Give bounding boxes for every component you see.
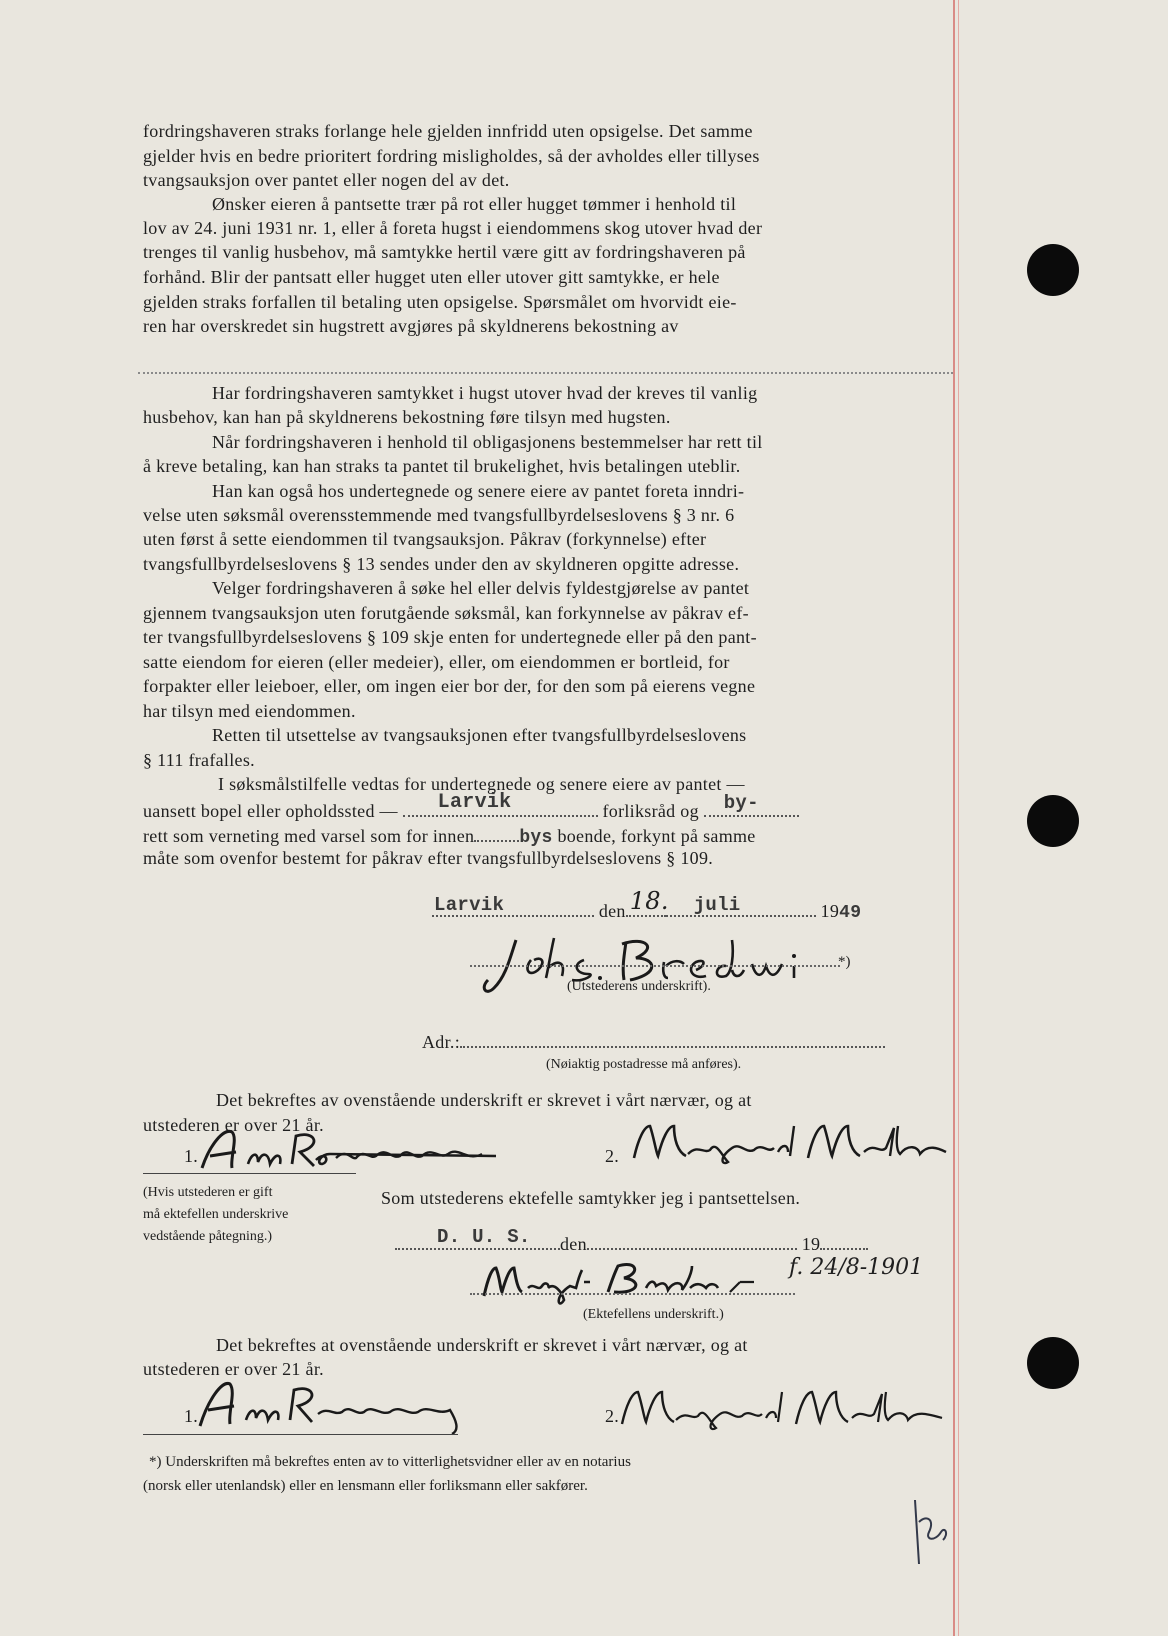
date-year-stamp: 49 — [839, 903, 862, 923]
date-day-handwritten: 18. — [629, 887, 669, 915]
body-line: trenges til vanlig husbehov, må samtykke hertil være gitt av fordringshaveren på — [143, 242, 746, 262]
body-line: Har fordringshaveren samtykket i hugst utover hvad der kreves til vanlig — [212, 383, 758, 403]
body-line: forhånd. Blir der pantsatt eller hugget uten eller utover gitt samtykke, er hele — [143, 267, 720, 287]
witness-1-signature — [196, 1124, 516, 1178]
body-line: ter tvangsfullbyrdelseslovens § 109 skje enten for undertegnede eller på den pant- — [143, 627, 757, 647]
date-month-stamp: juli — [693, 894, 741, 916]
witness2-2-number: 2. — [605, 1406, 620, 1426]
body-line: tvangsfullbyrdelseslovens § 13 sendes under den av skyldneren opgitte adresse. — [143, 554, 740, 574]
spouse-signature-caption: (Ektefellens underskrift.) — [583, 1307, 724, 1322]
date-place-stamp: Larvik — [434, 894, 505, 916]
witness2-1-number: 1. — [184, 1406, 199, 1426]
body-line: gjennem tvangsauksjon uten forutgående søksmål, kan forkynnelse av påkrav ef- — [143, 603, 749, 623]
venue-line-1: uansett bopel eller opholdssted — Larvik forliksråd og by- — [143, 797, 925, 823]
date-day-field — [626, 887, 669, 917]
venue-line-3: måte som ovenfor bestemt for påkrav efter tvangsfullbyrdelseslovens § 109. — [143, 848, 714, 868]
issuer-signature-caption: (Utstederens underskrift). — [567, 979, 711, 994]
body-line: Når fordringshaveren i henhold til obligasjonens bestemmelser har rett til — [212, 432, 763, 452]
venue-place-stamp: Larvik — [437, 791, 512, 814]
witness2-text-2: utstederen er over 21 år. — [143, 1359, 324, 1379]
margin-pencil-mark — [905, 1492, 965, 1572]
body-line: satte eiendom for eieren (eller medeier), eller, om eiendommen er bortleid, for — [143, 652, 730, 672]
body-line: Ønsker eieren å pantsette trær på rot eller hugget tømmer i henhold til — [212, 194, 737, 214]
body-line: § 111 frafalles. — [143, 750, 255, 770]
footnote-line-2: (norsk eller utenlandsk) eller en lensmann eller forliksmann eller sakfører. — [143, 1478, 588, 1494]
witness2-2-signature — [616, 1384, 956, 1434]
address-caption: (Nøiaktig postadresse må anføres). — [546, 1057, 742, 1072]
body-line: velse uten søksmål overensstemmende med tvangsfullbyrdelseslovens § 3 nr. 6 — [143, 505, 735, 525]
body-line: gjelder hvis en bedre prioritert fordring misligholdes, så der avholdes eller tillyses — [143, 146, 760, 166]
footnote-rule — [143, 1434, 458, 1435]
body-line: lov av 24. juni 1931 nr. 1, eller å foreta hugst i eiendommens skog utover hvad der — [143, 218, 763, 238]
witness2-1-signature — [194, 1370, 494, 1436]
punch-hole-bottom — [1027, 1337, 1079, 1389]
spouse-date-line: D. U. S. den 19 — [395, 1230, 915, 1256]
body-line: Han kan også hos undertegnede og senere eiere av pantet foreta inndri- — [212, 481, 745, 501]
body-line: husbehov, kan han på skyldnerens bekostning føre tilsyn med hugsten. — [143, 407, 671, 427]
date-month-field — [666, 894, 816, 917]
address-line: Adr.: — [422, 1028, 922, 1054]
spouse-note-line: (Hvis utstederen er gift — [143, 1185, 273, 1200]
address-field — [460, 1028, 885, 1048]
venue-bys-stamp: bys — [519, 828, 553, 848]
margin-rule-secondary — [958, 0, 959, 1636]
body-line: har tilsyn med eiendommen. — [143, 701, 356, 721]
witness-text-1: Det bekreftes av ovenstående underskrift er skrevet i vårt nærvær, og at — [216, 1090, 752, 1110]
witness-text-2: utstederen er over 21 år. — [143, 1115, 324, 1135]
spouse-note-divider — [143, 1173, 356, 1174]
date-line: Larvik den 18. juli 1949 — [434, 887, 862, 923]
spouse-signature-dots — [470, 1293, 795, 1295]
spouse-consent-text: Som utstederens ektefelle samtykker jeg i pantsettelsen. — [381, 1188, 801, 1208]
body-line: I søksmålstilfelle vedtas for undertegnede og senere eiere av pantet — — [218, 774, 745, 794]
body-line: Velger fordringshaveren å søke hel eller delvis fyldestgjørelse av pantet — [212, 578, 750, 598]
body-line: tvangsauksjon over pantet eller nogen del av det. — [143, 170, 510, 190]
venue-by-stamp: by- — [723, 792, 759, 814]
venue-place-field — [403, 791, 598, 817]
body-line: fordringshaveren straks forlange hele gjelden innfridd uten opsigelse. Det samme — [143, 121, 753, 141]
punch-hole-middle — [1027, 795, 1079, 847]
spouse-note-line: vedstående påtegning.) — [143, 1229, 273, 1244]
spouse-place-field — [395, 1226, 560, 1250]
witness2-text-1: Det bekreftes at ovenstående underskrift er skrevet i vårt nærvær, og at — [216, 1335, 748, 1355]
body-line: å kreve betaling, kan han straks ta pantet til brukelighet, hvis betalingen uteblir. — [143, 456, 741, 476]
footnote-line-1: *) Underskriften må bekreftes enten av to vitterlighetsvidner eller av en notarius — [149, 1454, 631, 1470]
spouse-note-line: må ektefellen underskrive — [143, 1207, 289, 1222]
witness-1-number: 1. — [184, 1146, 199, 1166]
issuer-signature-dots — [470, 965, 840, 967]
body-line: ren har overskredet sin hugstrett avgjøres på skyldnerens bekostning av — [143, 316, 679, 336]
body-line: forpakter eller leieboer, eller, om ingen eier bor der, for den som på eierens vegne — [143, 676, 756, 696]
date-place-field — [432, 894, 594, 917]
body-line: gjelden straks forfallen til betaling uten opsigelse. Spørsmålet om hvorvidt eie- — [143, 292, 737, 312]
witness-2-signature — [628, 1118, 958, 1168]
spouse-born-note: f. 24/8-1901 — [789, 1255, 924, 1280]
venue-line-2: rett som verneting med varsel som for innen bys boende, forkynt på samme — [143, 822, 925, 850]
witness-2-number: 2. — [605, 1146, 620, 1166]
venue-by-field — [704, 792, 799, 817]
punch-hole-top — [1027, 244, 1079, 296]
dotted-separator — [138, 372, 953, 374]
issuer-signature-asterisk: *) — [838, 954, 851, 970]
body-line: Retten til utsettelse av tvangsauksjonen efter tvangsfullbyrdelseslovens — [212, 725, 747, 745]
body-line: uten først å sette eiendommen til tvangsauksjon. Påkrav (forkynnelse) efter — [143, 529, 707, 549]
spouse-place-stamp: D. U. S. — [437, 1226, 531, 1248]
